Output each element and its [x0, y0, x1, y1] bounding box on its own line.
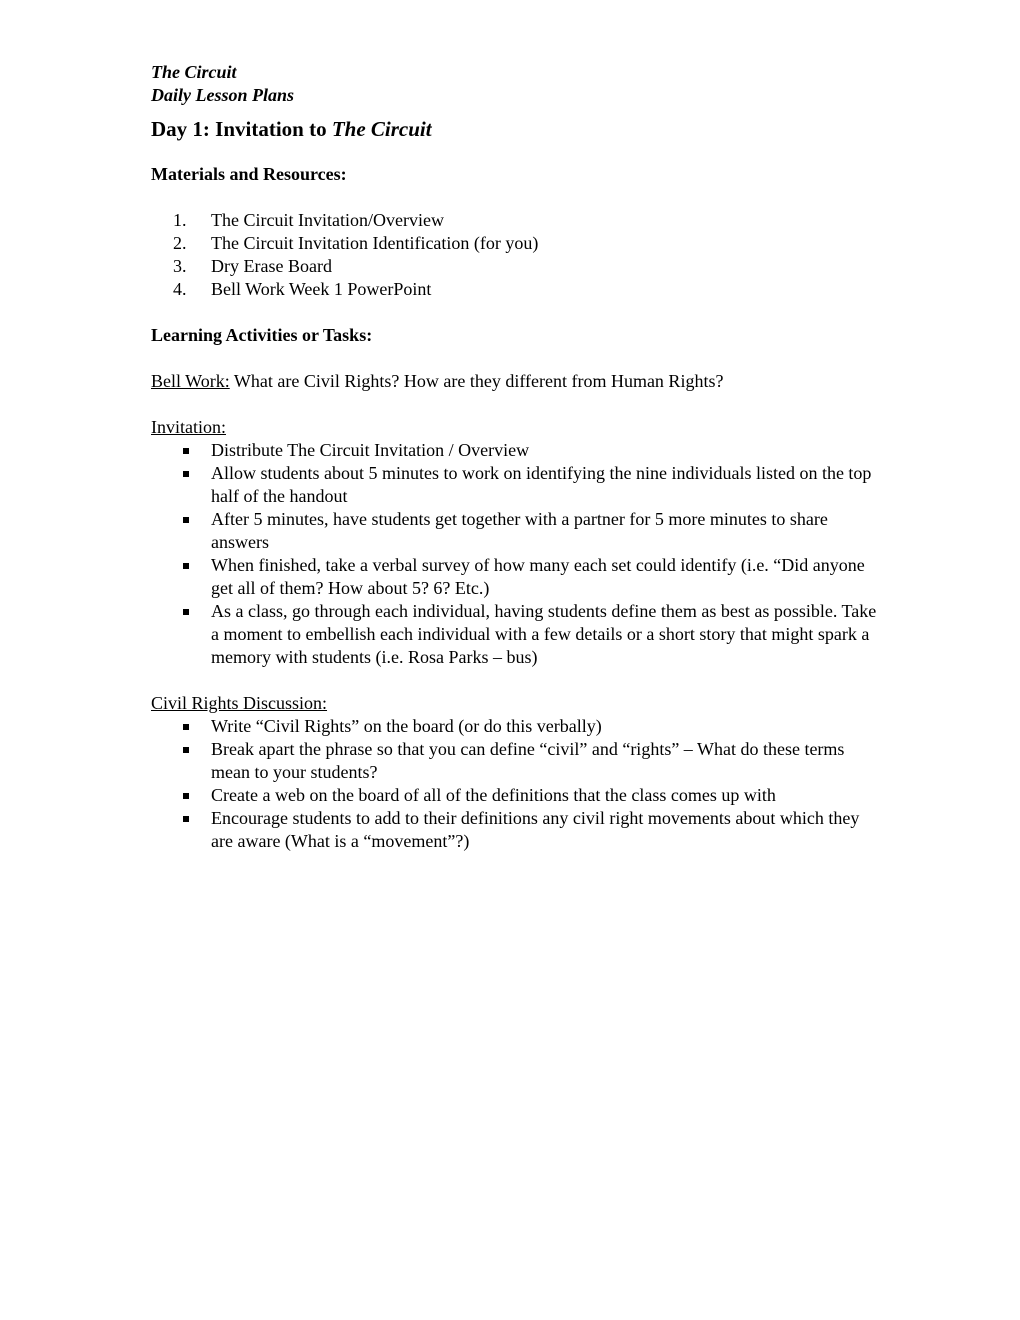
square-bullet-icon	[183, 816, 189, 822]
list-item-text: As a class, go through each individual, having students define them as best as possible. Take a moment to embellish each individual with a few details or a short story that might spark a memory with students (i.e. Rosa Parks – bus)	[211, 601, 877, 667]
list-item-text: The Circuit Invitation Identification (for you)	[211, 233, 539, 253]
discussion-label: Civil Rights Discussion:	[151, 693, 328, 713]
list-item	[151, 232, 881, 255]
list-item	[151, 600, 881, 669]
bell-work-text: What are Civil Rights? How are they different from Human Rights?	[229, 371, 724, 391]
header-subtitle: Daily Lesson Plans	[151, 85, 295, 105]
list-item-number: 2.	[173, 233, 187, 253]
invitation-list	[151, 439, 881, 669]
list-item-text: Distribute The Circuit Invitation / Overview	[211, 440, 530, 460]
list-item-text: Encourage students to add to their definitions any civil right movements about which they are aware (What is a “movement”?)	[211, 808, 860, 851]
list-item	[151, 508, 881, 554]
list-item-text: When finished, take a verbal survey of how many each set could identify (i.e. “Did anyone get all of them? How about 5? 6? Etc.)	[211, 555, 865, 598]
invitation-paragraph	[151, 416, 881, 439]
list-item	[151, 439, 881, 462]
discussion-paragraph	[151, 692, 881, 715]
list-item	[151, 715, 881, 738]
square-bullet-icon	[183, 517, 189, 523]
list-item-number: 3.	[173, 256, 187, 276]
discussion-list	[151, 715, 881, 853]
activities-heading: Learning Activities or Tasks:	[151, 325, 373, 345]
list-item-text: Bell Work Week 1 PowerPoint	[211, 279, 432, 299]
page-title-prefix: Day 1: Invitation to	[151, 117, 332, 141]
list-item-number: 4.	[173, 279, 187, 299]
square-bullet-icon	[183, 471, 189, 477]
materials-heading: Materials and Resources:	[151, 164, 347, 184]
list-item-text: The Circuit Invitation/Overview	[211, 210, 444, 230]
list-item	[151, 738, 881, 784]
square-bullet-icon	[183, 747, 189, 753]
list-item-text: Break apart the phrase so that you can define “civil” and “rights” – What do these terms mean to your students?	[211, 739, 845, 782]
list-item	[151, 278, 881, 301]
list-item-text: Create a web on the board of all of the definitions that the class comes up with	[211, 785, 776, 805]
invitation-label: Invitation:	[151, 417, 226, 437]
page-title	[151, 115, 881, 143]
header-title: The Circuit	[151, 62, 237, 82]
list-item	[151, 554, 881, 600]
list-item	[151, 255, 881, 278]
document-body	[151, 61, 881, 853]
list-item-number: 1.	[173, 210, 187, 230]
square-bullet-icon	[183, 793, 189, 799]
list-item-text: Allow students about 5 minutes to work on identifying the nine individuals listed on the top half of the handout	[211, 463, 872, 506]
square-bullet-icon	[183, 448, 189, 454]
page-title-emphasis: The Circuit	[331, 117, 432, 141]
list-item-text: Write “Civil Rights” on the board (or do this verbally)	[211, 716, 602, 736]
list-item	[151, 784, 881, 807]
square-bullet-icon	[183, 724, 189, 730]
list-item-text: After 5 minutes, have students get together with a partner for 5 more minutes to share answers	[211, 509, 828, 552]
materials-list	[151, 209, 881, 301]
square-bullet-icon	[183, 563, 189, 569]
list-item	[151, 462, 881, 508]
list-item	[151, 209, 881, 232]
bell-work-label: Bell Work:	[151, 371, 230, 391]
square-bullet-icon	[183, 609, 189, 615]
list-item-text: Dry Erase Board	[211, 256, 332, 276]
bell-work-paragraph	[151, 370, 881, 393]
list-item	[151, 807, 881, 853]
